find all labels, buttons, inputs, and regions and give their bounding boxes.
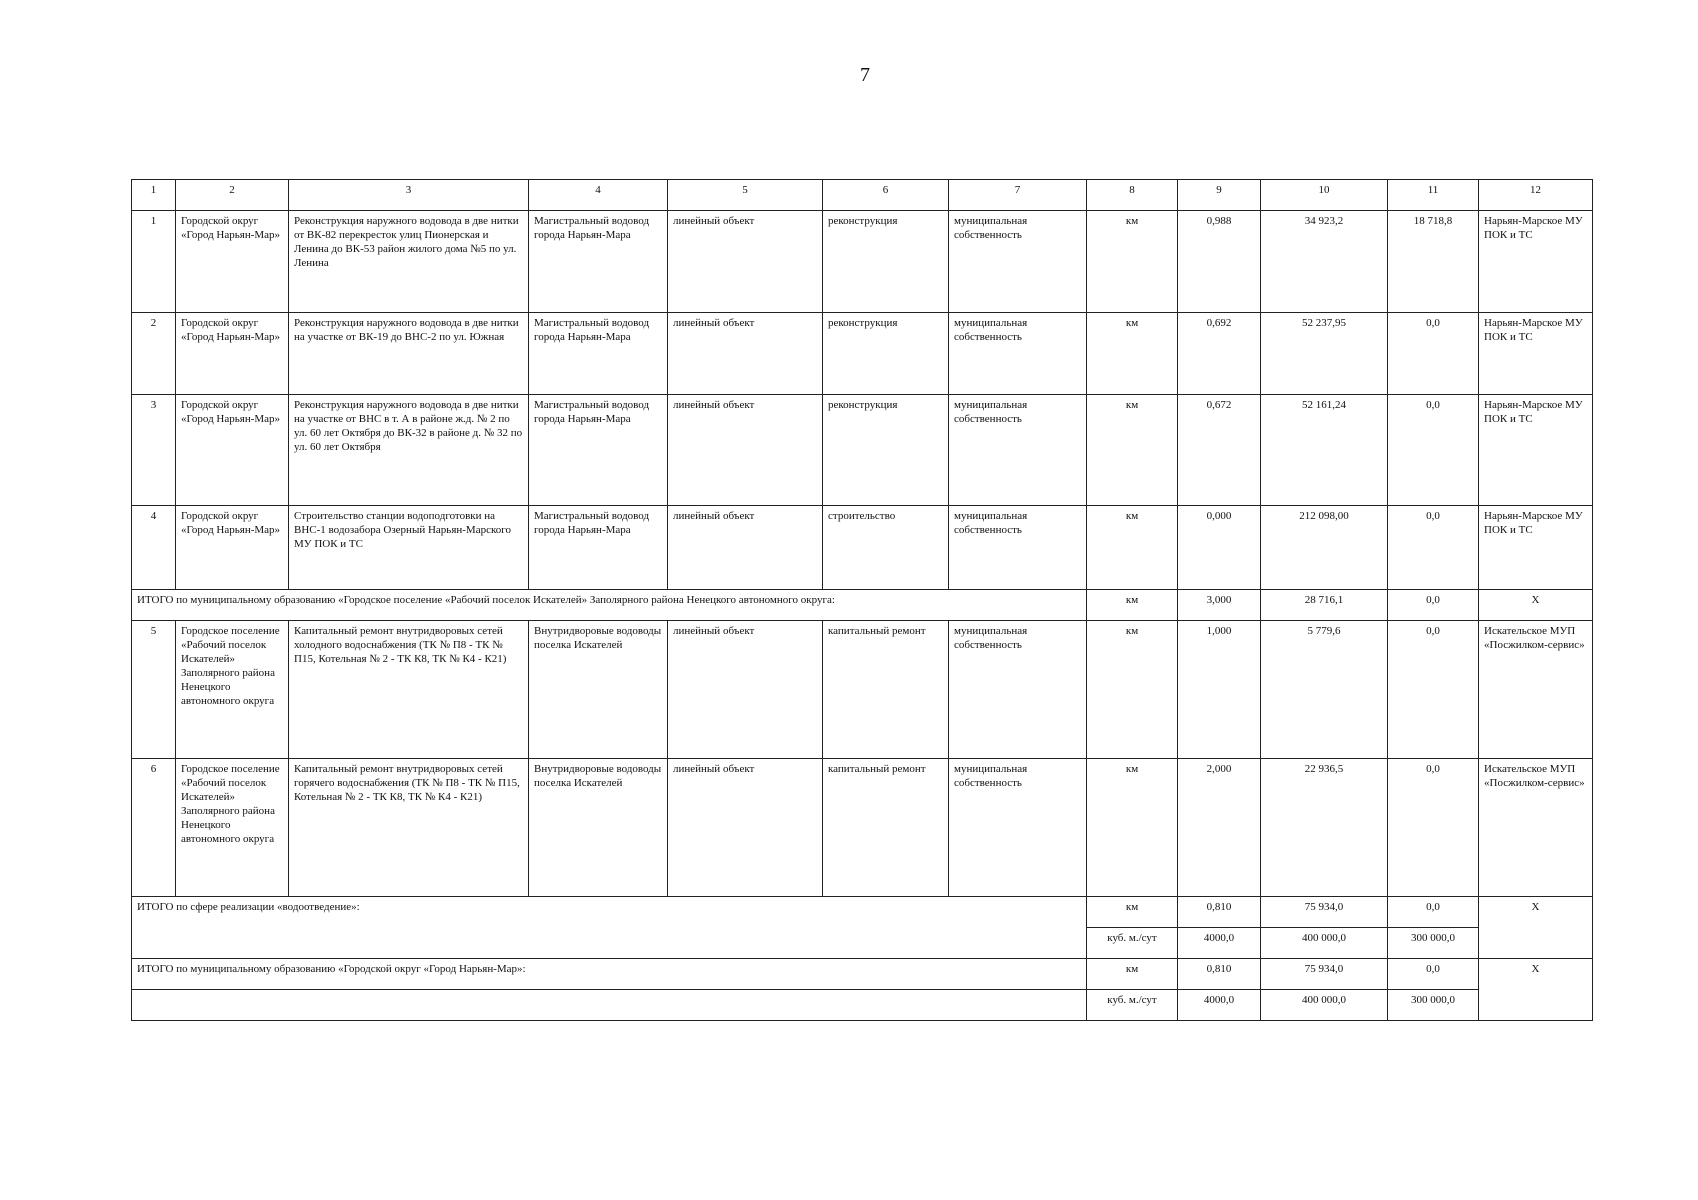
value-cell: 3,000 — [1178, 590, 1261, 621]
total-row-sphere — [132, 897, 1593, 928]
territory-cell: Городской округ «Город Нарьян-Мар» — [176, 313, 289, 395]
value-cell: 0,672 — [1178, 395, 1261, 506]
value-cell: 18 718,8 — [1388, 211, 1479, 313]
territory-cell: Городское поселение «Рабочий поселок Искателей» Заполярного района Ненецкого автономного округа — [176, 759, 289, 897]
header-cell: 12 — [1479, 180, 1593, 211]
table-row — [132, 621, 1593, 759]
object-cell: Внутридворовые водоводы поселка Искателей — [529, 759, 668, 897]
ownership-cell: муниципальная собственность — [949, 395, 1087, 506]
unit-cell: км — [1087, 959, 1178, 990]
table-row — [132, 313, 1593, 395]
total-row-city-volume — [132, 990, 1593, 1021]
x-mark-cell: Х — [1479, 897, 1593, 959]
header-cell: 2 — [176, 180, 289, 211]
territory-cell: Городское поселение «Рабочий поселок Искателей» Заполярного района Ненецкого автономного округа — [176, 621, 289, 759]
investment-table — [131, 179, 1593, 1021]
work-type-cell: реконструкция — [823, 313, 949, 395]
ownership-cell: муниципальная собственность — [949, 621, 1087, 759]
header-cell: 9 — [1178, 180, 1261, 211]
organization-cell: Нарьян-Марское МУ ПОК и ТС — [1479, 313, 1593, 395]
object-cell: Внутридворовые водоводы поселка Искателей — [529, 621, 668, 759]
header-cell: 7 — [949, 180, 1087, 211]
row-number: 5 — [132, 621, 176, 759]
object-type-cell: линейный объект — [668, 313, 823, 395]
header-cell: 5 — [668, 180, 823, 211]
header-cell: 10 — [1261, 180, 1388, 211]
project-name-cell: Реконструкция наружного водовода в две нитки от ВК-82 перекресток улиц Пионерская и Ленина до ВК-53 район жилого дома №5 по ул. Ленина — [289, 211, 529, 313]
value-cell: 4000,0 — [1178, 990, 1261, 1021]
object-cell: Магистральный водовод города Нарьян-Мара — [529, 313, 668, 395]
table-row — [132, 211, 1593, 313]
value-cell: 0,810 — [1178, 897, 1261, 928]
ownership-cell: муниципальная собственность — [949, 211, 1087, 313]
total-label: ИТОГО по муниципальному образованию «Городской округ «Город Нарьян-Мар»: — [132, 959, 1087, 990]
empty-cell — [132, 990, 1087, 1021]
value-cell: 0,0 — [1388, 759, 1479, 897]
unit-cell: куб. м./сут — [1087, 990, 1178, 1021]
organization-cell: Нарьян-Марское МУ ПОК и ТС — [1479, 506, 1593, 590]
object-type-cell: линейный объект — [668, 621, 823, 759]
unit-cell: км — [1087, 211, 1178, 313]
row-number: 1 — [132, 211, 176, 313]
work-type-cell: реконструкция — [823, 211, 949, 313]
row-number: 6 — [132, 759, 176, 897]
work-type-cell: капитальный ремонт — [823, 621, 949, 759]
header-cell: 4 — [529, 180, 668, 211]
object-type-cell: линейный объект — [668, 506, 823, 590]
value-cell: 28 716,1 — [1261, 590, 1388, 621]
value-cell: 0,988 — [1178, 211, 1261, 313]
work-type-cell: капитальный ремонт — [823, 759, 949, 897]
header-cell: 11 — [1388, 180, 1479, 211]
project-name-cell: Реконструкция наружного водовода в две нитки на участке от ВНС в т. А в районе ж.д. № 2 по ул. 60 лет Октября до ВК-32 в районе д. № 32 по ул. 60 лет Октября — [289, 395, 529, 506]
table-row — [132, 506, 1593, 590]
value-cell: 22 936,5 — [1261, 759, 1388, 897]
unit-cell: км — [1087, 621, 1178, 759]
unit-cell: км — [1087, 897, 1178, 928]
object-cell: Магистральный водовод города Нарьян-Мара — [529, 395, 668, 506]
unit-cell: км — [1087, 395, 1178, 506]
row-number: 4 — [132, 506, 176, 590]
total-label: ИТОГО по муниципальному образованию «Городское поселение «Рабочий поселок Искателей» Заполярного района Ненецкого автономного округа: — [132, 590, 1087, 621]
total-row-iskateley — [132, 590, 1593, 621]
value-cell: 0,0 — [1388, 506, 1479, 590]
value-cell: 52 237,95 — [1261, 313, 1388, 395]
project-name-cell: Капитальный ремонт внутридворовых сетей холодного водоснабжения (ТК № П8 - ТК № П15, Котельная № 2 - ТК К8, ТК № К4 - К21) — [289, 621, 529, 759]
value-cell: 0,810 — [1178, 959, 1261, 990]
value-cell: 212 098,00 — [1261, 506, 1388, 590]
work-type-cell: реконструкция — [823, 395, 949, 506]
value-cell: 0,0 — [1388, 621, 1479, 759]
header-cell: 3 — [289, 180, 529, 211]
value-cell: 0,000 — [1178, 506, 1261, 590]
unit-cell: км — [1087, 759, 1178, 897]
organization-cell: Искательское МУП «Посжилком-сервис» — [1479, 759, 1593, 897]
value-cell: 75 934,0 — [1261, 959, 1388, 990]
ownership-cell: муниципальная собственность — [949, 506, 1087, 590]
value-cell: 5 779,6 — [1261, 621, 1388, 759]
value-cell: 0,0 — [1388, 897, 1479, 928]
x-mark-cell: Х — [1479, 959, 1593, 1021]
value-cell: 0,0 — [1388, 590, 1479, 621]
project-name-cell: Капитальный ремонт внутридворовых сетей горячего водоснабжения (ТК № П8 - ТК № П15, Котельная № 2 - ТК К8, ТК № К4 - К21) — [289, 759, 529, 897]
value-cell: 34 923,2 — [1261, 211, 1388, 313]
table-row — [132, 395, 1593, 506]
value-cell: 1,000 — [1178, 621, 1261, 759]
territory-cell: Городской округ «Город Нарьян-Мар» — [176, 395, 289, 506]
header-cell: 8 — [1087, 180, 1178, 211]
unit-cell: куб. м./сут — [1087, 928, 1178, 959]
total-row-city — [132, 959, 1593, 990]
object-cell: Магистральный водовод города Нарьян-Мара — [529, 506, 668, 590]
value-cell: 0,0 — [1388, 313, 1479, 395]
table-row — [132, 759, 1593, 897]
value-cell: 52 161,24 — [1261, 395, 1388, 506]
work-type-cell: строительство — [823, 506, 949, 590]
project-name-cell: Реконструкция наружного водовода в две нитки на участке от ВК-19 до ВНС-2 по ул. Южная — [289, 313, 529, 395]
ownership-cell: муниципальная собственность — [949, 759, 1087, 897]
organization-cell: Искательское МУП «Посжилком-сервис» — [1479, 621, 1593, 759]
organization-cell: Нарьян-Марское МУ ПОК и ТС — [1479, 211, 1593, 313]
object-type-cell: линейный объект — [668, 211, 823, 313]
organization-cell: Нарьян-Марское МУ ПОК и ТС — [1479, 395, 1593, 506]
object-cell: Магистральный водовод города Нарьян-Мара — [529, 211, 668, 313]
project-name-cell: Строительство станции водоподготовки на ВНС-1 водозабора Озерный Нарьян-Марского МУ ПОК и ТС — [289, 506, 529, 590]
header-row — [132, 180, 1593, 211]
unit-cell: км — [1087, 313, 1178, 395]
unit-cell: км — [1087, 590, 1178, 621]
object-type-cell: линейный объект — [668, 759, 823, 897]
value-cell: 0,692 — [1178, 313, 1261, 395]
value-cell: 2,000 — [1178, 759, 1261, 897]
value-cell: 300 000,0 — [1388, 990, 1479, 1021]
header-cell: 6 — [823, 180, 949, 211]
ownership-cell: муниципальная собственность — [949, 313, 1087, 395]
value-cell: 75 934,0 — [1261, 897, 1388, 928]
x-mark-cell: Х — [1479, 590, 1593, 621]
value-cell: 0,0 — [1388, 959, 1479, 990]
territory-cell: Городской округ «Город Нарьян-Мар» — [176, 506, 289, 590]
header-cell: 1 — [132, 180, 176, 211]
page-number: 7 — [860, 64, 870, 86]
value-cell: 4000,0 — [1178, 928, 1261, 959]
row-number: 2 — [132, 313, 176, 395]
total-label: ИТОГО по сфере реализации «водоотведение»: — [132, 897, 1087, 959]
unit-cell: км — [1087, 506, 1178, 590]
row-number: 3 — [132, 395, 176, 506]
value-cell: 0,0 — [1388, 395, 1479, 506]
value-cell: 400 000,0 — [1261, 990, 1388, 1021]
value-cell: 400 000,0 — [1261, 928, 1388, 959]
object-type-cell: линейный объект — [668, 395, 823, 506]
territory-cell: Городской округ «Город Нарьян-Мар» — [176, 211, 289, 313]
value-cell: 300 000,0 — [1388, 928, 1479, 959]
